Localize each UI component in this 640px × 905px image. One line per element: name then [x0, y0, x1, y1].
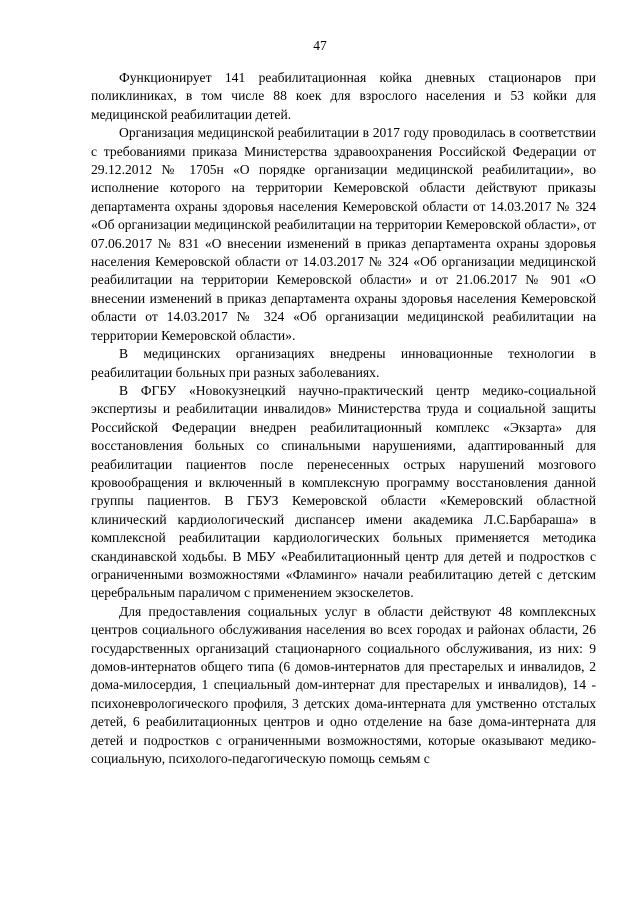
paragraph-rehab-centers: В ФГБУ «Новокузнецкий научно-практический центр медико-социальной экспертизы и реабилитации инвалидов» Министерства труда и социальной защиты Российской Федерации внедрен реабилитационный комплекс «Экзарта» для восстановления больных со спинальными нарушениями, адаптированный для реабилитации пациентов после перенесенных острых нарушений мозгового кровообращения и включенный в комплексную программу восстановления данной группы пациентов. В ГБУЗ Кемеровской области «Кемеровский областной клинический кардиологический диспансер имени академика Л.С.Барбараша» в комплексной реабилитации кардиологических больных применяется методика скандинавской ходьбы. В МБУ «Реабилитационный центр для детей и подростков с ограниченными возможностями «Фламинго» начали реабилитацию детей с детским церебральным параличом с применением экзоскелетов. [91, 382, 596, 601]
paragraph-social-services: Для предоставления социальных услуг в области действуют 48 комплексных центров социального обслуживания населения во всех городах и районах области, 26 государственных организаций стационарного социального обслуживания, из них: 9 домов-интернатов общего типа (6 домов-интернатов для престарелых и инвалидов, 2 дома-милосердия, 1 специальный дом-интернат для престарелых и инвалидов), 14 - психоневрологического профиля, 3 детских дома-интерната для умственно отсталых детей, 6 реабилитационных центров и одно отделение на базе дома-интерната для детей и подростков с ограниченными возможностями, которые оказывают медико-социальную, психолого-педагогическую помощь семьям с [91, 603, 596, 767]
body-text [91, 69, 596, 768]
paragraph-rehab-organization: Организация медицинской реабилитации в 2017 году проводилась в соответствии с требованиями приказа Министерства здравоохранения Российской Федерации от 29.12.2012 № 1705н «О порядке организации медицинской реабилитации», во исполнение которого на территории Кемеровской области действуют приказы департамента охраны здоровья населения Кемеровской области от 14.03.2017 № 324 «Об организации медицинской реабилитации на территории Кемеровской области», от 07.06.2017 № 831 «О внесении изменений в приказ департамента охраны здоровья населения Кемеровской области от 14.03.2017 № 324 «Об организации медицинской реабилитации на территории Кемеровской области» и от 21.06.2017 № 901 «О внесении изменений в приказ департамента охраны здоровья населения Кемеровской области от 14.03.2017 № 324 «Об организации медицинской реабилитации на территории Кемеровской области». [91, 125, 596, 343]
paragraph-rehab-beds: Функционирует 141 реабилитационная койка дневных стационаров при поликлиниках, в том числе 88 коек для взрослого населения и 53 койки для медицинской реабилитации детей. [91, 70, 596, 122]
paragraph-innovative-technologies: В медицинских организациях внедрены инновационные технологии в реабилитации больных при разных заболеваниях. [91, 346, 596, 380]
page-number: 47 [313, 38, 327, 53]
